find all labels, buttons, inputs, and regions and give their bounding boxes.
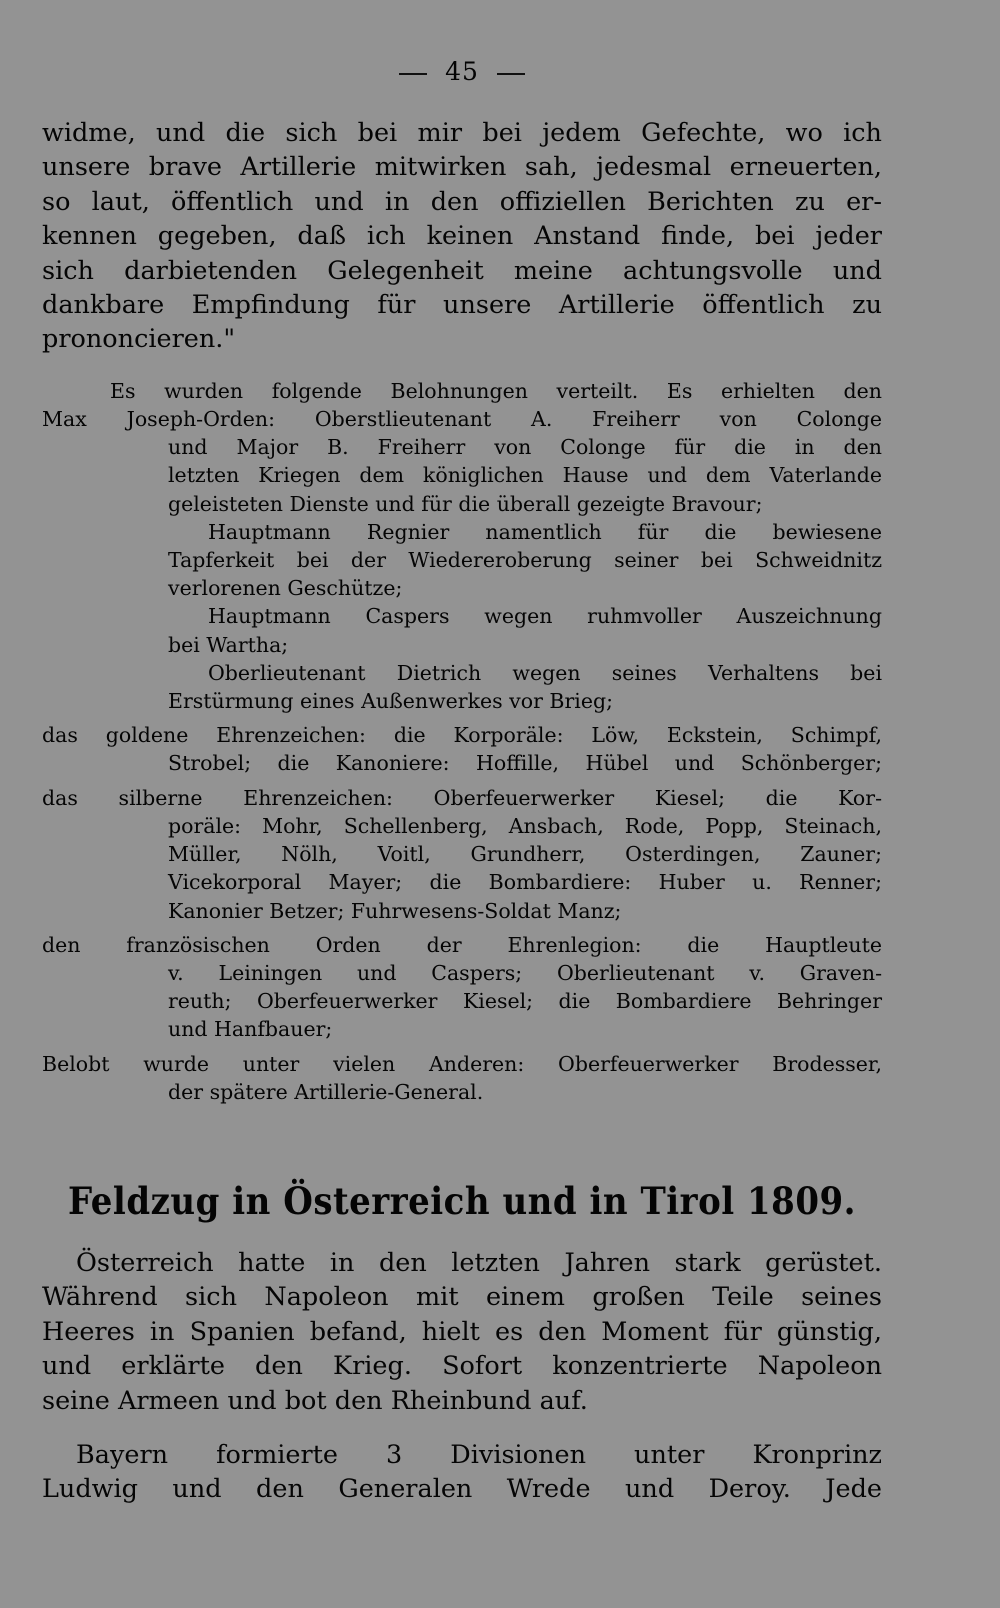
award-line: Belobt wurde unter vielen Anderen: Oberfeuerwerker Brodesser, [42,1051,882,1076]
paragraph-line: seine Armeen und bot den Rheinbund auf. [42,1385,588,1416]
quote-paragraph [42,116,882,357]
awards-intro-line: geleisteten Dienste und für die überall gezeigte Bravour; [168,491,763,516]
award-regnier [42,518,882,603]
award-line: bei Wartha; [168,632,289,657]
quote-line: sich darbietenden Gelegenheit meine achtungsvolle und [42,255,882,286]
awards-intro-line: Max Joseph-Orden: Oberstlieutenant A. Freiherr von Colonge [42,407,882,432]
award-line: Tapferkeit bei der Wiedereroberung seiner bei Schweidnitz [168,548,882,573]
awards-intro-line: letzten Kriegen dem königlichen Hause und dem Vaterlande [168,463,882,488]
award-line: Oberlieutenant Dietrich wegen seines Verhaltens bei [208,660,882,685]
header-dash-right [497,73,525,75]
section-paragraph-1 [42,1246,882,1418]
header-dash-left [399,73,427,75]
award-line: Vicekorporal Mayer; die Bombardiere: Huber u. Renner; [168,870,882,895]
quote-line: kennen gegeben, daß ich keinen Anstand finde, bei jeder [42,221,882,252]
awards-section [42,377,882,1106]
page-number: 45 [445,57,479,86]
award-legion [42,931,882,1044]
page-header [42,52,882,92]
award-praised [42,1050,882,1106]
award-line: das silberne Ehrenzeichen: Oberfeuerwerker Kiesel; die Kor- [42,785,882,810]
quote-line: widme, und die sich bei mir bei jedem Gefechte, wo ich [42,118,882,148]
award-line: Müller, Nölh, Voitl, Grundherr, Osterdingen, Zauner; [168,842,882,867]
award-gold [42,721,882,777]
award-line: das goldene Ehrenzeichen: die Korporäle: Löw, Eckstein, Schimpf, [42,723,882,748]
awards-intro-line: Es wurden folgende Belohnungen verteilt. Es erhielten den [110,378,882,403]
award-line: Strobel; die Kanoniere: Hoffille, Hübel und Schönberger; [168,751,882,776]
paragraph-line: Österreich hatte in den letzten Jahren stark gerüstet. [76,1247,882,1278]
award-line: den französischen Orden der Ehrenlegion: die Hauptleute [42,932,882,957]
paragraph-line: Ludwig und den Generalen Wrede und Deroy. Jede [42,1474,882,1505]
award-line: verlorenen Geschütze; [168,576,403,601]
award-line: Hauptmann Caspers wegen ruhmvoller Auszeichnung [208,604,882,629]
section-paragraph-2 [42,1438,882,1507]
awards-intro-line: und Major B. Freiherr von Colonge für die in den [168,435,882,460]
quote-line: so laut, öffentlich und in den offiziellen Berichten zu er- [42,186,882,217]
paragraph-line: Während sich Napoleon mit einem großen Teile seines [42,1282,882,1313]
paragraph-line: Heeres in Spanien befand, hielt es den Moment für günstig, [42,1316,882,1347]
awards-intro [42,377,882,518]
quote-line: unsere brave Artillerie mitwirken sah, jedesmal erneuerten, [42,152,882,183]
quote-line: prononcieren." [42,324,236,355]
paragraph-line: Bayern formierte 3 Divisionen unter Kronprinz [76,1439,882,1470]
award-line: poräle: Mohr, Schellenberg, Ansbach, Rode, Popp, Steinach, [168,813,882,838]
paragraph-gap [42,1418,882,1438]
award-caspers [42,602,882,658]
award-line: Kanonier Betzer; Fuhrwesens-Soldat Manz; [168,898,622,923]
award-dietrich [42,659,882,715]
award-line: Erstürmung eines Außenwerkes vor Brieg; [168,689,613,714]
award-line: und Hanfbauer; [168,1017,333,1042]
award-line: v. Leiningen und Caspers; Oberlieutenant v. Graven- [168,960,882,985]
paragraph-line: und erklärte den Krieg. Sofort konzentrierte Napoleon [42,1351,882,1382]
award-line: der spätere Artillerie-General. [168,1079,484,1104]
award-silver [42,784,882,925]
quote-line: dankbare Empfindung für unsere Artillerie öffentlich zu [42,290,882,321]
section-heading: Feldzug in Österreich und in Tirol 1809. [68,1179,856,1224]
award-line: reuth; Oberfeuerwerker Kiesel; die Bombardiere Behringer [168,989,882,1014]
award-line: Hauptmann Regnier namentlich für die bewiesene [208,519,882,544]
